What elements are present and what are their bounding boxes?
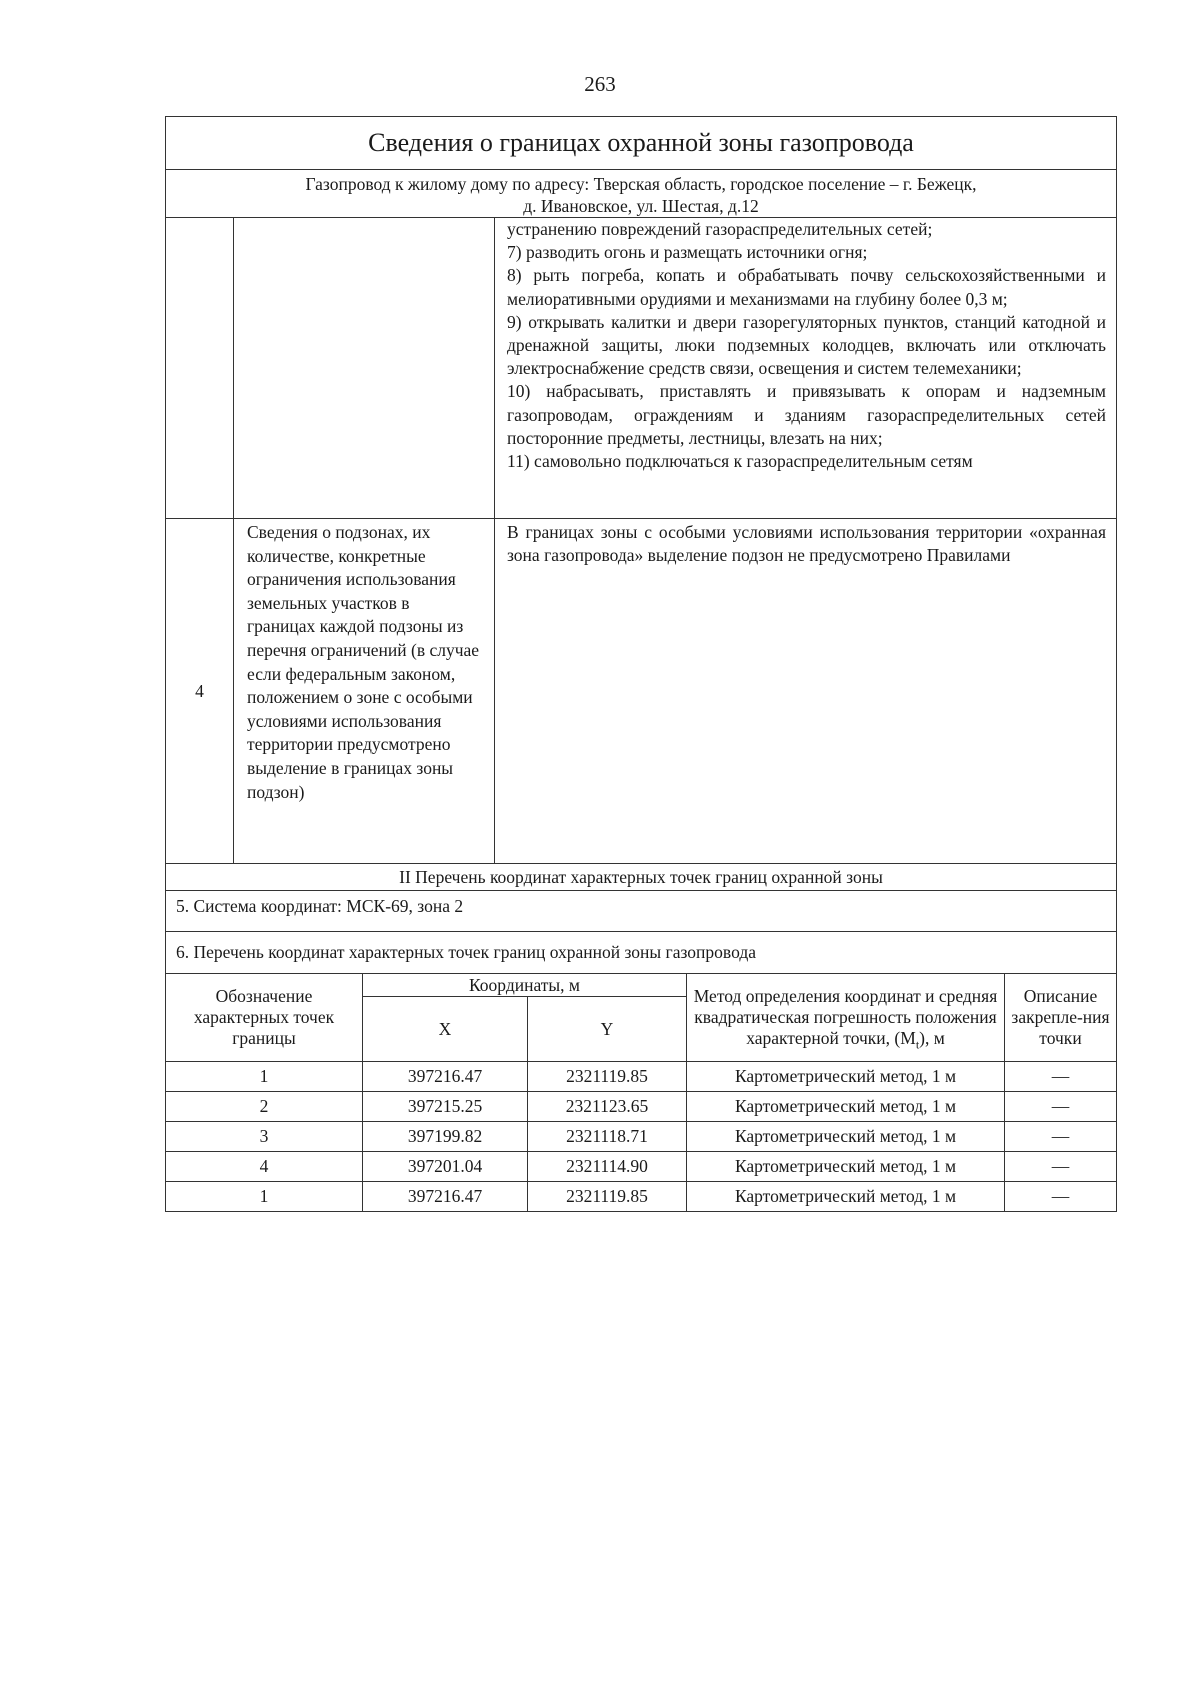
subtitle-line-1: Газопровод к жилому дому по адресу: Тверская область, городское поселение – г. Бежецк, xyxy=(305,174,977,194)
cell-point-label: 2 xyxy=(166,1092,363,1122)
header-method-end: ), м xyxy=(919,1028,945,1048)
subzones-number: 4 xyxy=(166,519,234,863)
row-number-cell xyxy=(166,218,234,518)
cell-method: Картометрический метод, 1 м xyxy=(687,1122,1005,1152)
cell-y: 2321119.85 xyxy=(528,1062,687,1092)
subzones-text: В границах зоны с особыми условиями использования территории «охранная зона газопровода» выделение подзон не предусмотрено Правилами xyxy=(507,522,1106,566)
subzones-name: Сведения о подзонах, их количестве, конкретные ограничения использования земельных участков в границах каждой подзоны из перечня ограничений (в случае если федеральным законом, положением о зоне с особыми условиями использования территории предусмотрено выделение в границах зоны подзон) xyxy=(247,522,480,802)
cell-method: Картометрический метод, 1 м xyxy=(687,1152,1005,1182)
restriction-item: 10) набрасывать, приставлять и привязывать к опорам и надземным газопроводам, ограждениям и зданиям газораспределительных сетей посторонние предметы, лестницы, влезать на них; xyxy=(507,381,1106,448)
cell-x: 397216.47 xyxy=(363,1062,528,1092)
subzones-name-cell xyxy=(234,519,495,863)
cell-y: 2321118.71 xyxy=(528,1122,687,1152)
table-row xyxy=(166,1092,1116,1122)
cell-x: 397201.04 xyxy=(363,1152,528,1182)
header-y: Y xyxy=(528,997,687,1062)
table-row xyxy=(166,1152,1116,1182)
cell-description: — xyxy=(1005,1092,1117,1122)
header-point-label: Обозначение характерных точек границы xyxy=(166,974,363,1062)
cell-point-label: 4 xyxy=(166,1152,363,1182)
table-header-row xyxy=(166,974,1116,997)
document-title: Сведения о границах охранной зоны газопровода xyxy=(166,117,1116,170)
header-method-subscript: t xyxy=(915,1037,920,1052)
document-subtitle xyxy=(166,170,1116,218)
header-method xyxy=(687,974,1005,1062)
cell-y: 2321119.85 xyxy=(528,1182,687,1212)
subtitle-line-2: д. Ивановское, ул. Шестая, д.12 xyxy=(523,196,759,216)
table-row xyxy=(166,1062,1116,1092)
section-2-title: II Перечень координат характерных точек границ охранной зоны xyxy=(166,864,1116,891)
cell-description: — xyxy=(1005,1152,1117,1182)
coordinate-system: 5. Система координат: МСК-69, зона 2 xyxy=(166,891,1116,932)
table-row xyxy=(166,1182,1116,1212)
cell-y: 2321114.90 xyxy=(528,1152,687,1182)
header-description: Описание закрепле-ния точки xyxy=(1005,974,1117,1062)
cell-x: 397215.25 xyxy=(363,1092,528,1122)
boundary-info-sheet xyxy=(165,116,1117,1212)
cell-point-label: 1 xyxy=(166,1182,363,1212)
table-row xyxy=(166,1122,1116,1152)
cell-method: Картометрический метод, 1 м xyxy=(687,1062,1005,1092)
cell-description: — xyxy=(1005,1062,1117,1092)
restrictions-continuation-row xyxy=(166,218,1116,519)
restriction-item: устранению повреждений газораспределительных сетей; xyxy=(507,219,933,239)
cell-point-label: 1 xyxy=(166,1062,363,1092)
restriction-item: 8) рыть погреба, копать и обрабатывать почву сельскохозяйственными и мелиоративными орудиями и механизмами на глубину более 0,3 м; xyxy=(507,265,1106,309)
cell-method: Картометрический метод, 1 м xyxy=(687,1182,1005,1212)
cell-point-label: 3 xyxy=(166,1122,363,1152)
header-coordinates: Координаты, м xyxy=(363,974,687,997)
header-x: X xyxy=(363,997,528,1062)
subzones-row xyxy=(166,519,1116,864)
cell-x: 397216.47 xyxy=(363,1182,528,1212)
restriction-item: 11) самовольно подключаться к газораспределительным сетям xyxy=(507,451,973,472)
cell-method: Картометрический метод, 1 м xyxy=(687,1092,1005,1122)
header-method-text: Метод определения координат и средняя квадратическая погрешность положения характерной точки, (M xyxy=(693,986,998,1048)
restrictions-text-cell xyxy=(495,218,1116,518)
coordinates-table xyxy=(166,973,1116,1211)
restriction-item: 7) разводить огонь и размещать источники огня; xyxy=(507,242,868,263)
restriction-item: 9) открывать калитки и двери газорегуляторных пунктов, станций катодной и дренажной защиты, люки подземных колодцев, включать или отключать электроснабжение средств связи, освещения и систем телемеханики; xyxy=(507,311,1106,379)
cell-description: — xyxy=(1005,1122,1117,1152)
subzones-text-cell xyxy=(495,519,1116,863)
coordinate-list-title: 6. Перечень координат характерных точек границ охранной зоны газопровода xyxy=(176,942,756,962)
cell-x: 397199.82 xyxy=(363,1122,528,1152)
row-name-cell xyxy=(234,218,495,518)
cell-y: 2321123.65 xyxy=(528,1092,687,1122)
page-number: 263 xyxy=(584,72,616,96)
cell-description: — xyxy=(1005,1182,1117,1212)
